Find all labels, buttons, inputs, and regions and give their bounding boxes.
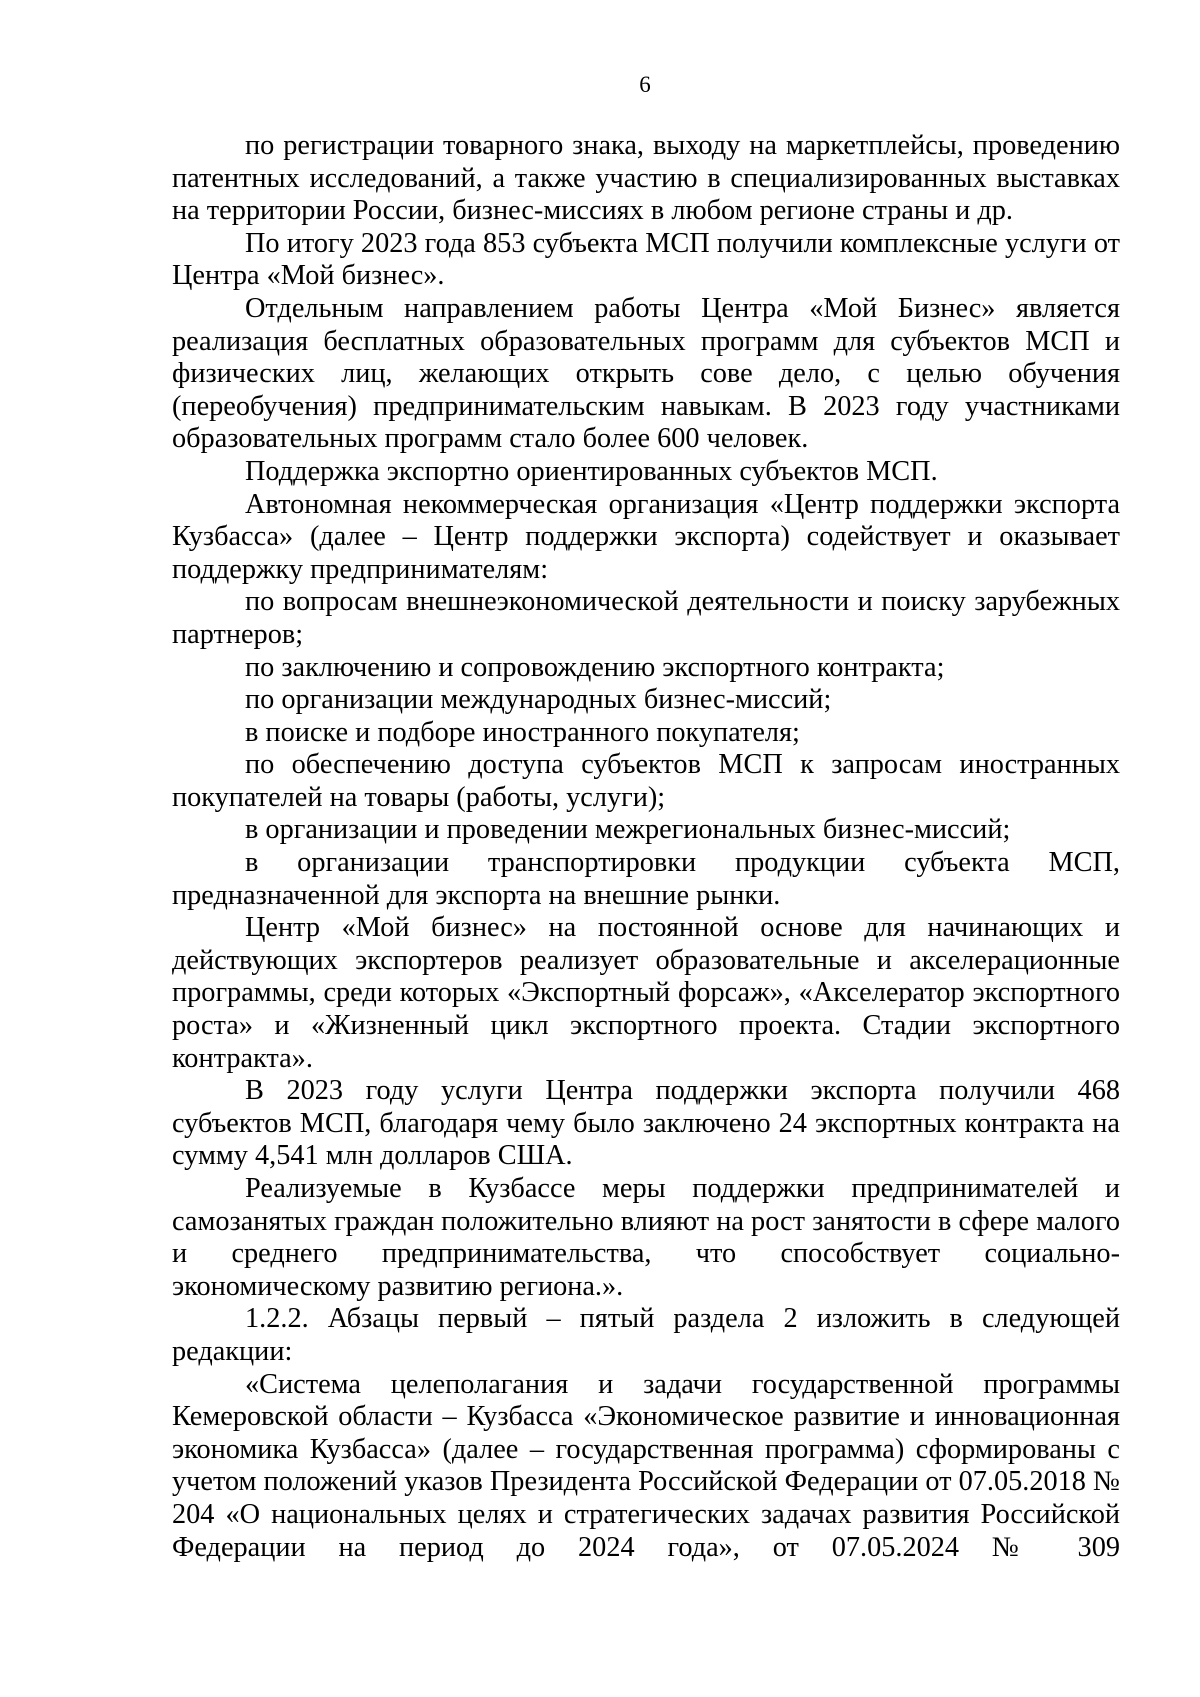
paragraph-goal-system: «Система целеполагания и задачи государственной программы Кемеровской области – Кузбасса «Экономическое развитие и инновационная экономика Кузбасса» (далее – государственная программа) сформированы с учетом положений указов Президента Российской Федерации от 07.05.2018 № 204 «О национальных целях и стратегических задачах развития Российской Федерации на период до 2024 года», от 07.05.2024 № 309 <box>172 1368 1120 1563</box>
list-item-international-missions: по организации международных бизнес-миссий; <box>245 684 832 716</box>
paragraph-2023-results: По итогу 2023 года 853 субъекта МСП получили комплексные услуги от Центра «Мой бизнес». <box>172 227 1120 292</box>
paragraph-export-results: В 2023 году услуги Центра поддержки экспорта получили 468 субъектов МСП, благодаря чему было заключено 24 экспортных контракта на сумму 4,541 млн долларов США. <box>172 1075 1120 1172</box>
list-item-export-contract: по заключению и сопровождению экспортного контракта; <box>245 651 945 683</box>
paragraph-support-effect: Реализуемые в Кузбассе меры поддержки предпринимателей и самозанятых граждан положительно влияют на рост занятости в сфере малого и среднего предпринимательства, что способствует социально-экономическому развитию региона.». <box>172 1173 1120 1302</box>
paragraph-export-support-heading: Поддержка экспортно ориентированных субъектов МСП. <box>245 455 938 487</box>
paragraph-amendment-1-2-2: 1.2.2. Абзацы первый – пятый раздела 2 изложить в следующей редакции: <box>172 1303 1120 1367</box>
paragraph-export-center: Автономная некоммерческая организация «Центр поддержки экспорта Кузбасса» (далее – Центр поддержки экспорта) содействует и оказывает поддержку предпринимателям: <box>172 488 1120 585</box>
document-body <box>172 130 1120 1564</box>
paragraph-trademark-services: по регистрации товарного знака, выходу на маркетплейсы, проведению патентных исследований, а также участию в специализированных выставках на территории России, бизнес-миссиях в любом регионе страны и др. <box>172 130 1120 227</box>
list-item-buyer-requests: по обеспечению доступа субъектов МСП к запросам иностранных покупателей на товары (работы, услуги); <box>172 749 1120 813</box>
paragraph-education-programs: Отдельным направлением работы Центра «Мой Бизнес» является реализация бесплатных образовательных программ для субъектов МСП и физических лиц, желающих открыть сове дело, с целью обучения (переобучения) предпринимательским навыкам. В 2023 году участниками образовательных программ стало более 600 человек. <box>172 292 1120 455</box>
list-item-transportation: в организации транспортировки продукции субъекта МСП, предназначенной для экспорта на внешние рынки. <box>172 847 1120 911</box>
paragraph-acceleration-programs: Центр «Мой бизнес» на постоянной основе для начинающих и действующих экспортеров реализует образовательные и акселерационные программы, среди которых «Экспортный форсаж», «Акселератор экспортного роста» и «Жизненный цикл экспортного проекта. Стадии экспортного контракта». <box>172 912 1120 1074</box>
page-number: 6 <box>639 72 651 97</box>
list-item-interregional-missions: в организации и проведении межрегиональных бизнес-миссий; <box>245 814 1011 846</box>
list-item-foreign-economic: по вопросам внешнеэкономической деятельности и поиску зарубежных партнеров; <box>172 586 1120 650</box>
list-item-foreign-buyer: в поиске и подборе иностранного покупателя; <box>245 716 800 748</box>
